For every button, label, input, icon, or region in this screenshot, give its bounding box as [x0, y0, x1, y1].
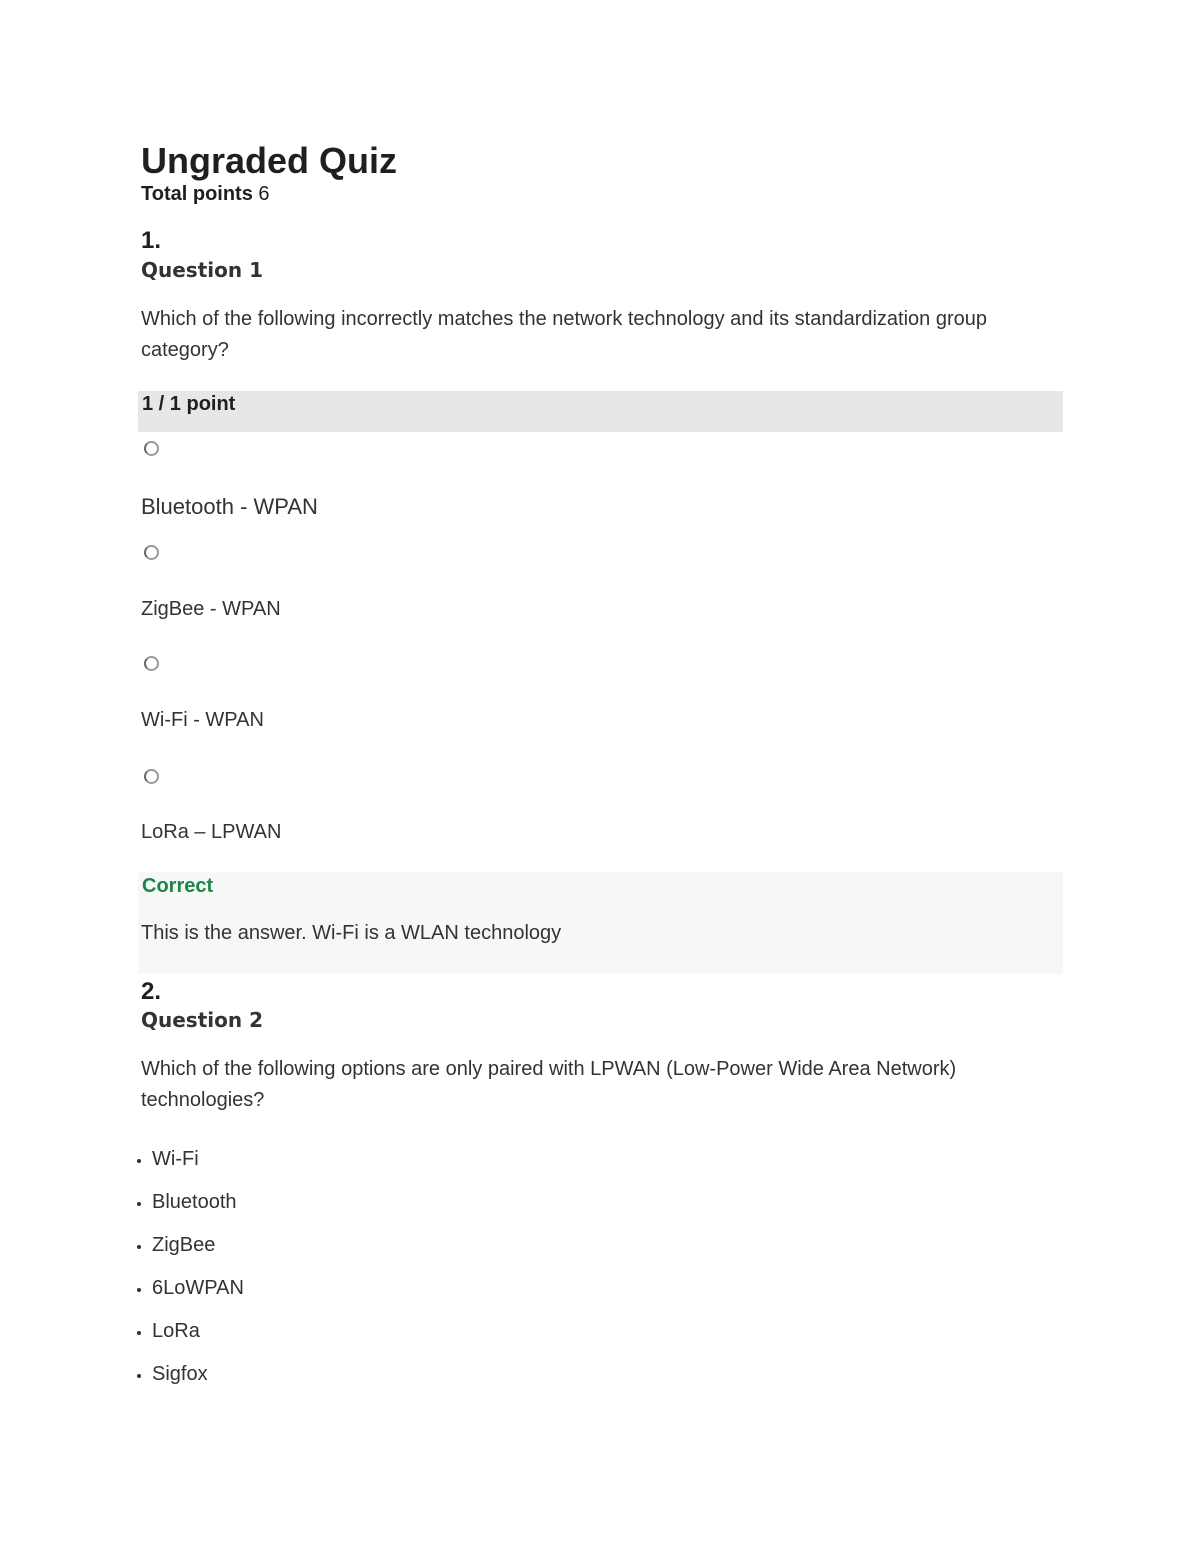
total-points — [141, 183, 270, 206]
question-1-number: 1. — [141, 227, 162, 254]
feedback-text: This is the answer. Wi-Fi is a WLAN technology — [141, 922, 562, 944]
question-2-list — [112, 1145, 244, 1403]
radio-option-3[interactable] — [144, 656, 159, 671]
radio-option-2[interactable] — [144, 545, 159, 560]
question-1-score: 1 / 1 point — [142, 393, 236, 415]
option-4-label: LoRa – LPWAN — [141, 821, 282, 843]
list-item: • LoRa — [152, 1317, 244, 1360]
question-1-score-bar — [138, 391, 1063, 432]
question-2-number: 2. — [141, 978, 162, 1005]
question-1-text: Which of the following incorrectly matches the network technology and its standardization group category? — [141, 308, 988, 361]
list-item: • Bluetooth — [152, 1188, 244, 1231]
option-1-label: Bluetooth - WPAN — [141, 494, 318, 519]
radio-option-4[interactable] — [144, 769, 159, 784]
option-2-label: ZigBee - WPAN — [141, 598, 281, 620]
feedback-status: Correct — [142, 875, 214, 897]
total-points-value: 6 — [258, 183, 270, 205]
list-item: • 6LoWPAN — [152, 1274, 244, 1317]
list-item: • Wi-Fi — [152, 1145, 244, 1188]
question-2-text: Which of the following options are only paired with LPWAN (Low-Power Wide Area Network) technologies? — [141, 1058, 957, 1111]
list-item: • ZigBee — [152, 1231, 244, 1274]
feedback-box — [138, 872, 1063, 974]
option-3-label: Wi-Fi - WPAN — [141, 709, 264, 731]
question-2-label: Question 2 — [141, 1008, 263, 1032]
question-1-label: Question 1 — [141, 258, 263, 282]
radio-option-1[interactable] — [144, 441, 159, 456]
list-item: • Sigfox — [152, 1360, 244, 1403]
total-points-label: Total points — [141, 183, 253, 205]
page-title: Ungraded Quiz — [141, 140, 398, 181]
